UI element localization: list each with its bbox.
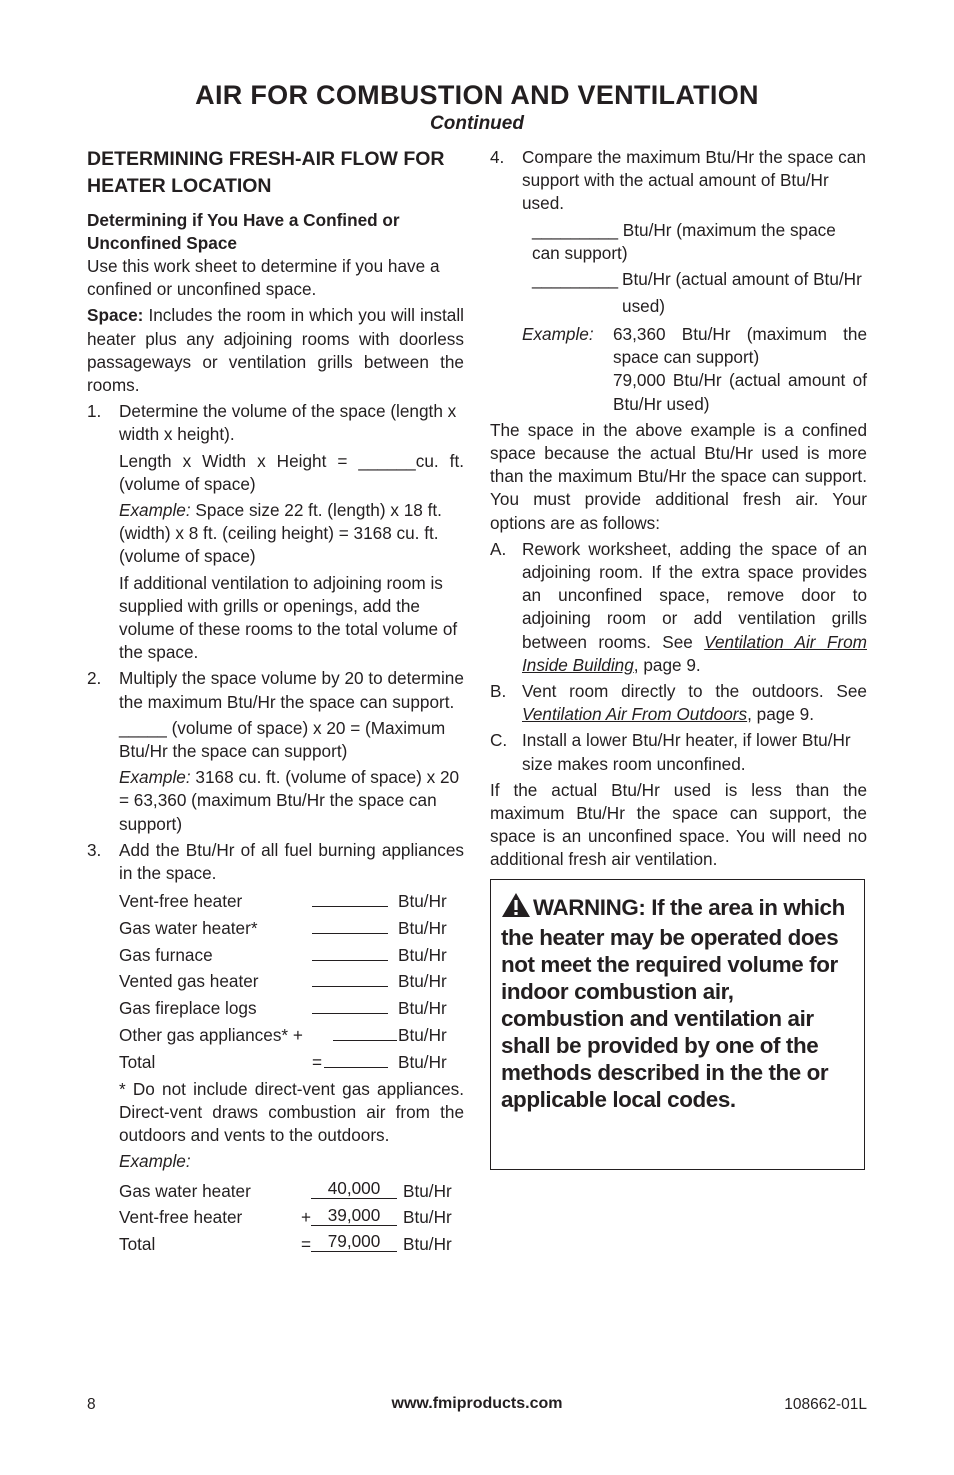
- option-link[interactable]: Ventilation Air From Inside Building: [522, 631, 867, 675]
- appliance-unit: Btu/Hr: [398, 917, 447, 938]
- step-line-blank: _________: [532, 269, 619, 290]
- step-example: [119, 766, 464, 836]
- appliance-blank: [312, 890, 398, 913]
- step-example: [119, 499, 464, 569]
- unconfined-explanation: If the actual Btu/Hr used is less than the maximum Btu/Hr the space can support, the space is an unconfined space. You will need no additional fresh air ventilation.: [490, 779, 867, 870]
- example-row: [119, 1203, 464, 1230]
- appliance-row: [119, 915, 464, 942]
- example-row-label: Gas water heater: [119, 1180, 251, 1201]
- example-row-unit: Btu/Hr: [403, 1233, 452, 1254]
- example-row-value: 39,000: [311, 1205, 397, 1226]
- appliance-label: Gas fireplace logs: [119, 998, 257, 1019]
- step-footnote: * Do not include direct-vent gas appliances. Direct-vent draws combustion air from the outdoors and vents to the outdoors.: [119, 1078, 464, 1146]
- appliance-blank: [312, 944, 398, 967]
- appliance-blank: [317, 1024, 398, 1047]
- page-title: AIR FOR COMBUSTION AND VENTILATION: [195, 80, 759, 110]
- example-row-operator: +: [300, 1207, 311, 1228]
- example-text: 3168 cu. ft. (volume of space) x 20 = 63,360 (maximum Btu/Hr the space can support): [119, 767, 460, 834]
- section-heading: DETERMINING FRESH-AIR FLOW FOR HEATER LOCATION: [87, 148, 445, 197]
- space-definition: [87, 304, 464, 397]
- step-2: [87, 667, 464, 835]
- step-formula: _____ (volume of space) x 20 = (Maximum Btu/Hr the space can support): [119, 717, 446, 762]
- appliance-name: Other gas appliances*: [119, 1025, 289, 1046]
- option-link[interactable]: Ventilation Air From Outdoors: [522, 704, 748, 725]
- example-label: Example:: [119, 500, 191, 521]
- appliance-label: Gas furnace: [119, 944, 213, 965]
- warning-box: [490, 879, 865, 1170]
- appliance-operator: +: [292, 1025, 303, 1046]
- step-number: 2.: [87, 668, 102, 689]
- step-1: [87, 400, 464, 664]
- page-number: 8: [87, 1396, 96, 1413]
- space-text: Includes the room in which you will install heater plus any adjoining rooms with doorless passageways or ventilation grills between the rooms.: [87, 305, 464, 396]
- example-label: Example:: [119, 1151, 191, 1172]
- example-row-label: Vent-free heater: [119, 1207, 243, 1228]
- appliance-table: [119, 888, 464, 1076]
- appliance-row: [119, 995, 464, 1022]
- intro-paragraph: Use this work sheet to determine if you have a confined or unconfined space.: [87, 256, 440, 300]
- step-4-example: [522, 323, 867, 416]
- option-text: Install a lower Btu/Hr heater, if lower Btu/Hr size makes room unconfined.: [522, 730, 851, 774]
- example-row-unit: Btu/Hr: [403, 1180, 452, 1201]
- step-text: Determine the volume of the space (length x width x height).: [119, 401, 457, 445]
- page-subtitle: Continued: [430, 113, 524, 134]
- example-row-label: Total: [119, 1233, 156, 1254]
- appliance-blank: [312, 997, 398, 1020]
- step-formula: Length x Width x Height = ______cu. ft. (volume of space): [119, 450, 464, 494]
- left-column: [87, 146, 464, 1259]
- option-a: [490, 538, 867, 677]
- option-b: [490, 680, 867, 726]
- option-after: , page 9.: [747, 704, 815, 725]
- option-letter: C.: [490, 730, 508, 751]
- appliance-label: Total: [119, 1051, 156, 1072]
- appliance-unit: Btu/Hr: [398, 1025, 447, 1046]
- appliance-row: [119, 888, 464, 915]
- appliance-unit: Btu/Hr: [398, 891, 447, 912]
- option-text: Vent room directly to the outdoors. See: [522, 681, 867, 702]
- option-text: Rework worksheet, adding the space of an adjoining room. If the extra space provides an unconfined space, remove door to adjoining room or add ventilation grills between rooms. See: [522, 538, 867, 652]
- example-row-value: 40,000: [311, 1178, 397, 1199]
- right-column: [490, 146, 867, 875]
- step-note: If additional ventilation to adjoining room is supplied with grills or openings, add the volume of these rooms to the total volume of the space.: [119, 572, 458, 663]
- example-text: Space size 22 ft. (length) x 18 ft. (width) x 8 ft. (ceiling height) = 3168 cu. ft. (volume of space): [119, 500, 442, 567]
- warning-text: WARNING: If the area in which the heater may be operated does not meet the required volume for indoor combustion air, combustion and ventilation air shall be provided by one of the methods described in the the or applicable local codes.: [501, 895, 845, 1112]
- step-text: Compare the maximum Btu/Hr the space can support with the actual amount of Btu/Hr used.: [522, 147, 866, 214]
- space-label: Space:: [87, 305, 144, 326]
- appliance-row: [119, 1049, 464, 1076]
- appliance-unit: Btu/Hr: [398, 1051, 447, 1072]
- appliance-row: [119, 1022, 464, 1049]
- step-line-actual: [522, 268, 867, 320]
- step-text: Multiply the space volume by 20 to determine the maximum Btu/Hr the space can support.: [119, 668, 464, 712]
- example-row-operator: =: [300, 1233, 311, 1254]
- example-row-value: 79,000: [311, 1231, 397, 1252]
- warning-triangle-icon: [501, 892, 531, 924]
- step-number: 1.: [87, 401, 102, 422]
- appliance-unit: Btu/Hr: [398, 971, 447, 992]
- appliance-row: [119, 969, 464, 996]
- example-label: Example:: [119, 767, 191, 788]
- appliance-blank: [312, 970, 398, 993]
- appliance-operator: =: [312, 1051, 323, 1072]
- option-letter: B.: [490, 681, 507, 702]
- example-row: [119, 1230, 464, 1257]
- step-line-text: Btu/Hr (actual amount of Btu/Hr used): [622, 269, 862, 317]
- option-letter: A.: [490, 538, 507, 559]
- appliance-label: Vent-free heater: [119, 891, 243, 912]
- step-number: 3.: [87, 839, 102, 860]
- appliance-unit: Btu/Hr: [398, 944, 447, 965]
- appliance-row: [119, 942, 464, 969]
- appliance-label: [119, 1024, 317, 1047]
- example-line-max: 63,360 Btu/Hr (maximum the space can support): [613, 324, 867, 368]
- step-3: [87, 839, 464, 1256]
- confined-explanation: The space in the above example is a confined space because the actual Btu/Hr used is more than the maximum Btu/Hr the space can support. You must provide additional fresh air. Your options are as follows:: [490, 419, 867, 533]
- example-row-unit: Btu/Hr: [403, 1207, 452, 1228]
- example-line-actual: 79,000 Btu/Hr (actual amount of Btu/Hr used): [613, 370, 867, 414]
- step-text: Add the Btu/Hr of all fuel burning appliances in the space.: [119, 839, 464, 884]
- appliance-label: Vented gas heater: [119, 971, 259, 992]
- warning-content: [501, 892, 854, 1113]
- website-link[interactable]: www.fmiproducts.com: [391, 1395, 563, 1412]
- step-4: [490, 146, 867, 320]
- appliance-unit: Btu/Hr: [398, 998, 447, 1019]
- sub-heading: Determining if You Have a Confined or Unconfined Space: [87, 210, 400, 253]
- option-c: [490, 729, 867, 775]
- option-after: , page 9.: [633, 654, 701, 675]
- example-row: [119, 1177, 464, 1204]
- example-table: [119, 1177, 464, 1257]
- appliance-label: Gas water heater*: [119, 917, 258, 938]
- appliance-blank: [312, 917, 398, 940]
- appliance-blank: [312, 1051, 398, 1074]
- example-label: Example:: [522, 324, 594, 345]
- step-line-max: _________ Btu/Hr (maximum the space can support): [532, 219, 836, 263]
- step-number: 4.: [490, 147, 505, 167]
- document-number: 108662-01L: [784, 1396, 867, 1413]
